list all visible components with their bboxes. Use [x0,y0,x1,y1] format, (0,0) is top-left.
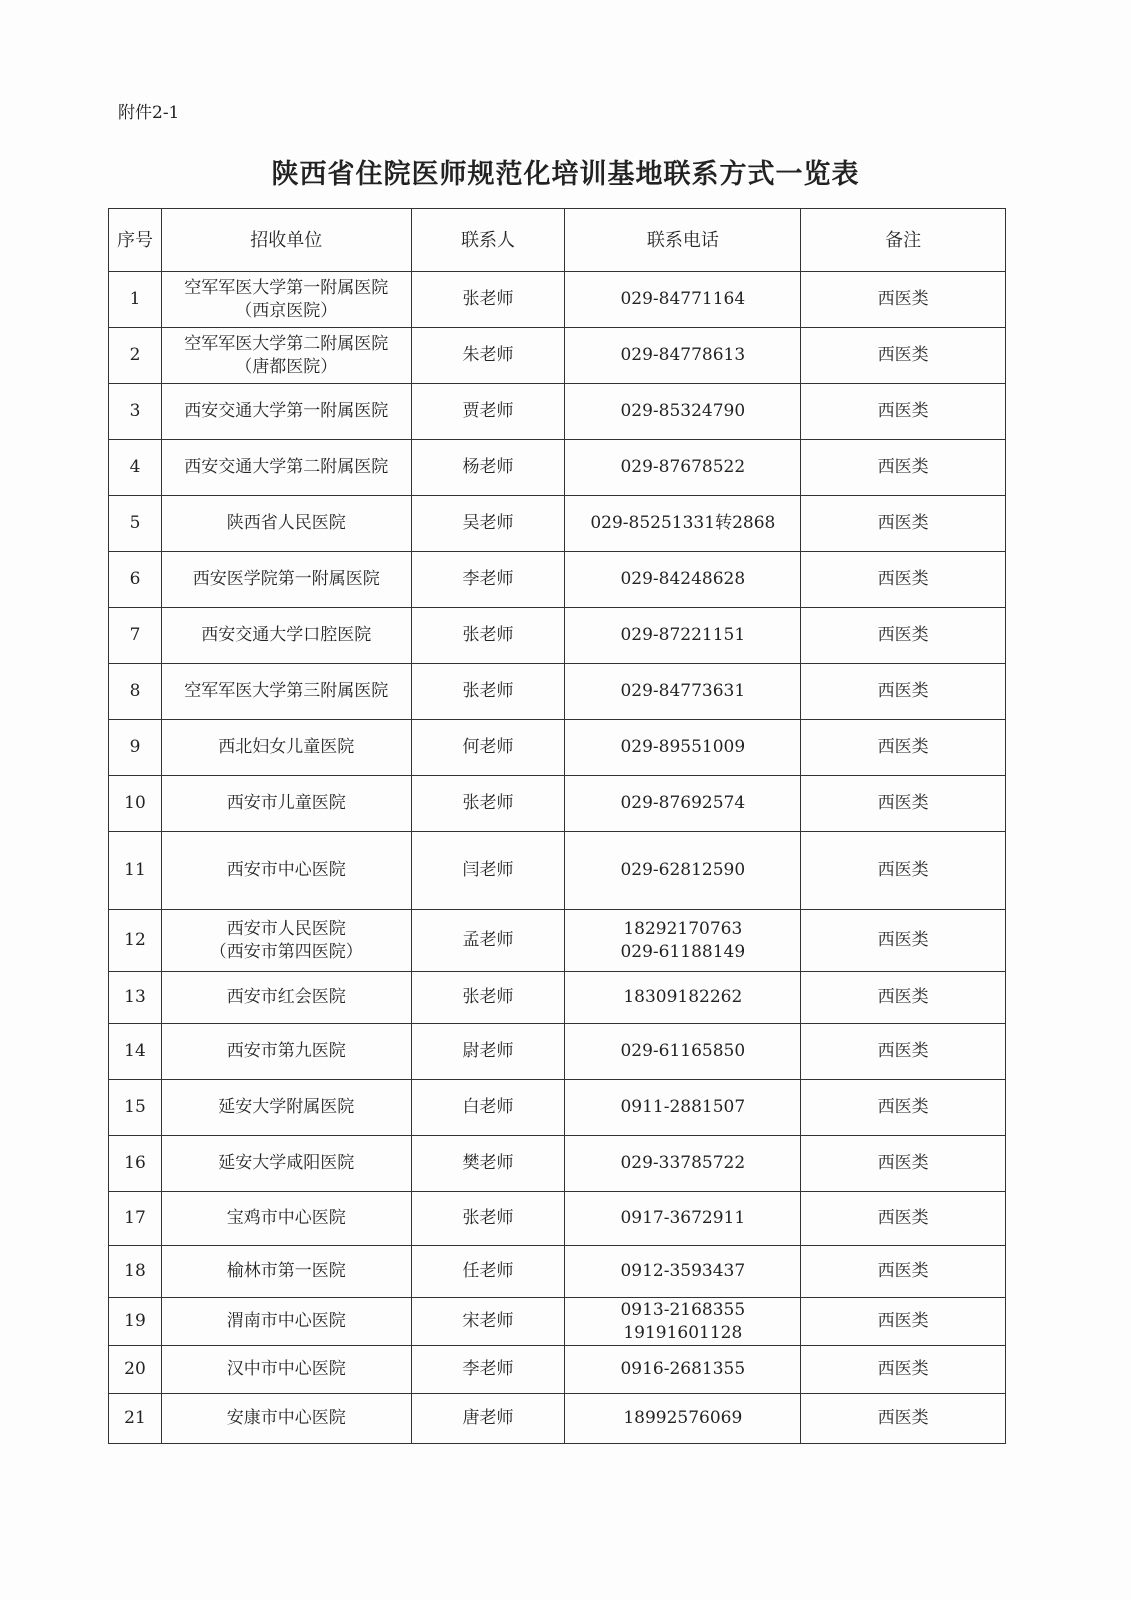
row-number: 21 [109,1394,162,1444]
unit-name: 安康市中心医院 [161,1394,411,1444]
note: 西医类 [801,552,1006,608]
unit-name: 空军军医大学第一附属医院 （西京医院） [161,272,411,328]
contact-person: 张老师 [411,608,565,664]
phone-number: 029-84248628 [565,552,801,608]
unit-name: 西安医学院第一附属医院 [161,552,411,608]
header-phone: 联系电话 [565,209,801,272]
row-number: 20 [109,1346,162,1394]
header-contact: 联系人 [411,209,565,272]
row-number: 6 [109,552,162,608]
contact-person: 张老师 [411,1192,565,1246]
note: 西医类 [801,496,1006,552]
contact-person: 尉老师 [411,1024,565,1080]
phone-number: 18992576069 [565,1394,801,1444]
header-unit: 招收单位 [161,209,411,272]
contact-person: 宋老师 [411,1298,565,1346]
phone-number: 0913-2168355 19191601128 [565,1298,801,1346]
note: 西医类 [801,664,1006,720]
row-number: 9 [109,720,162,776]
table-row [109,272,1006,328]
table-row [109,776,1006,832]
table-row [109,440,1006,496]
note: 西医类 [801,1346,1006,1394]
table-row [109,1080,1006,1136]
phone-number: 029-87692574 [565,776,801,832]
note: 西医类 [801,776,1006,832]
table-row [109,1192,1006,1246]
note: 西医类 [801,910,1006,972]
table-row [109,832,1006,910]
unit-name: 西北妇女儿童医院 [161,720,411,776]
contact-person: 白老师 [411,1080,565,1136]
unit-name: 西安市第九医院 [161,1024,411,1080]
phone-number: 029-85251331转2868 [565,496,801,552]
unit-name: 宝鸡市中心医院 [161,1192,411,1246]
row-number: 14 [109,1024,162,1080]
table-row [109,608,1006,664]
row-number: 4 [109,440,162,496]
contact-person: 李老师 [411,1346,565,1394]
contact-person: 贾老师 [411,384,565,440]
row-number: 1 [109,272,162,328]
phone-number: 029-84773631 [565,664,801,720]
phone-number: 029-87678522 [565,440,801,496]
contact-person: 张老师 [411,664,565,720]
table-row [109,664,1006,720]
note: 西医类 [801,832,1006,910]
note: 西医类 [801,1136,1006,1192]
phone-number: 029-61165850 [565,1024,801,1080]
phone-number: 0911-2881507 [565,1080,801,1136]
phone-number: 029-33785722 [565,1136,801,1192]
note: 西医类 [801,1246,1006,1298]
note: 西医类 [801,1394,1006,1444]
note: 西医类 [801,328,1006,384]
phone-number: 029-89551009 [565,720,801,776]
contact-person: 唐老师 [411,1394,565,1444]
contact-person: 闫老师 [411,832,565,910]
table-row [109,1024,1006,1080]
row-number: 5 [109,496,162,552]
contact-person: 任老师 [411,1246,565,1298]
unit-name: 延安大学咸阳医院 [161,1136,411,1192]
unit-name: 榆林市第一医院 [161,1246,411,1298]
table-row [109,910,1006,972]
table-row [109,384,1006,440]
table-row [109,720,1006,776]
note: 西医类 [801,608,1006,664]
phone-number: 029-84771164 [565,272,801,328]
phone-number: 18309182262 [565,972,801,1024]
note: 西医类 [801,720,1006,776]
note: 西医类 [801,384,1006,440]
header-note: 备注 [801,209,1006,272]
unit-name: 西安市红会医院 [161,972,411,1024]
unit-name: 延安大学附属医院 [161,1080,411,1136]
phone-number: 0912-3593437 [565,1246,801,1298]
unit-name: 空军军医大学第二附属医院 （唐都医院） [161,328,411,384]
row-number: 11 [109,832,162,910]
table-row [109,328,1006,384]
row-number: 19 [109,1298,162,1346]
phone-number: 029-84778613 [565,328,801,384]
contact-person: 孟老师 [411,910,565,972]
unit-name: 渭南市中心医院 [161,1298,411,1346]
unit-name: 西安交通大学第二附属医院 [161,440,411,496]
phone-number: 029-62812590 [565,832,801,910]
table-row [109,1394,1006,1444]
row-number: 3 [109,384,162,440]
row-number: 12 [109,910,162,972]
unit-name: 西安交通大学第一附属医院 [161,384,411,440]
table-row [109,552,1006,608]
note: 西医类 [801,272,1006,328]
table-row [109,1136,1006,1192]
contact-person: 张老师 [411,272,565,328]
table-row [109,496,1006,552]
document-title: 陕西省住院医师规范化培训基地联系方式一览表 [271,159,860,190]
row-number: 15 [109,1080,162,1136]
row-number: 10 [109,776,162,832]
note: 西医类 [801,440,1006,496]
attachment-label: 附件2-1 [118,103,180,123]
row-number: 2 [109,328,162,384]
contact-person: 樊老师 [411,1136,565,1192]
table-header-row [109,209,1006,272]
contact-person: 何老师 [411,720,565,776]
phone-number: 18292170763 029-61188149 [565,910,801,972]
row-number: 16 [109,1136,162,1192]
contact-table [108,208,1006,1444]
contact-person: 张老师 [411,776,565,832]
note: 西医类 [801,1080,1006,1136]
contact-person: 杨老师 [411,440,565,496]
note: 西医类 [801,972,1006,1024]
unit-name: 西安市人民医院 （西安市第四医院） [161,910,411,972]
table-row [109,1298,1006,1346]
phone-number: 0917-3672911 [565,1192,801,1246]
note: 西医类 [801,1298,1006,1346]
contact-person: 张老师 [411,972,565,1024]
row-number: 7 [109,608,162,664]
note: 西医类 [801,1024,1006,1080]
phone-number: 0916-2681355 [565,1346,801,1394]
unit-name: 西安市中心医院 [161,832,411,910]
row-number: 8 [109,664,162,720]
note: 西医类 [801,1192,1006,1246]
table-row [109,1346,1006,1394]
unit-name: 西安交通大学口腔医院 [161,608,411,664]
contact-person: 吴老师 [411,496,565,552]
unit-name: 空军军医大学第三附属医院 [161,664,411,720]
unit-name: 陕西省人民医院 [161,496,411,552]
contact-person: 朱老师 [411,328,565,384]
header-no: 序号 [109,209,162,272]
contact-person: 李老师 [411,552,565,608]
table-row [109,1246,1006,1298]
row-number: 18 [109,1246,162,1298]
unit-name: 汉中市中心医院 [161,1346,411,1394]
table-row [109,972,1006,1024]
phone-number: 029-85324790 [565,384,801,440]
row-number: 17 [109,1192,162,1246]
unit-name: 西安市儿童医院 [161,776,411,832]
row-number: 13 [109,972,162,1024]
phone-number: 029-87221151 [565,608,801,664]
